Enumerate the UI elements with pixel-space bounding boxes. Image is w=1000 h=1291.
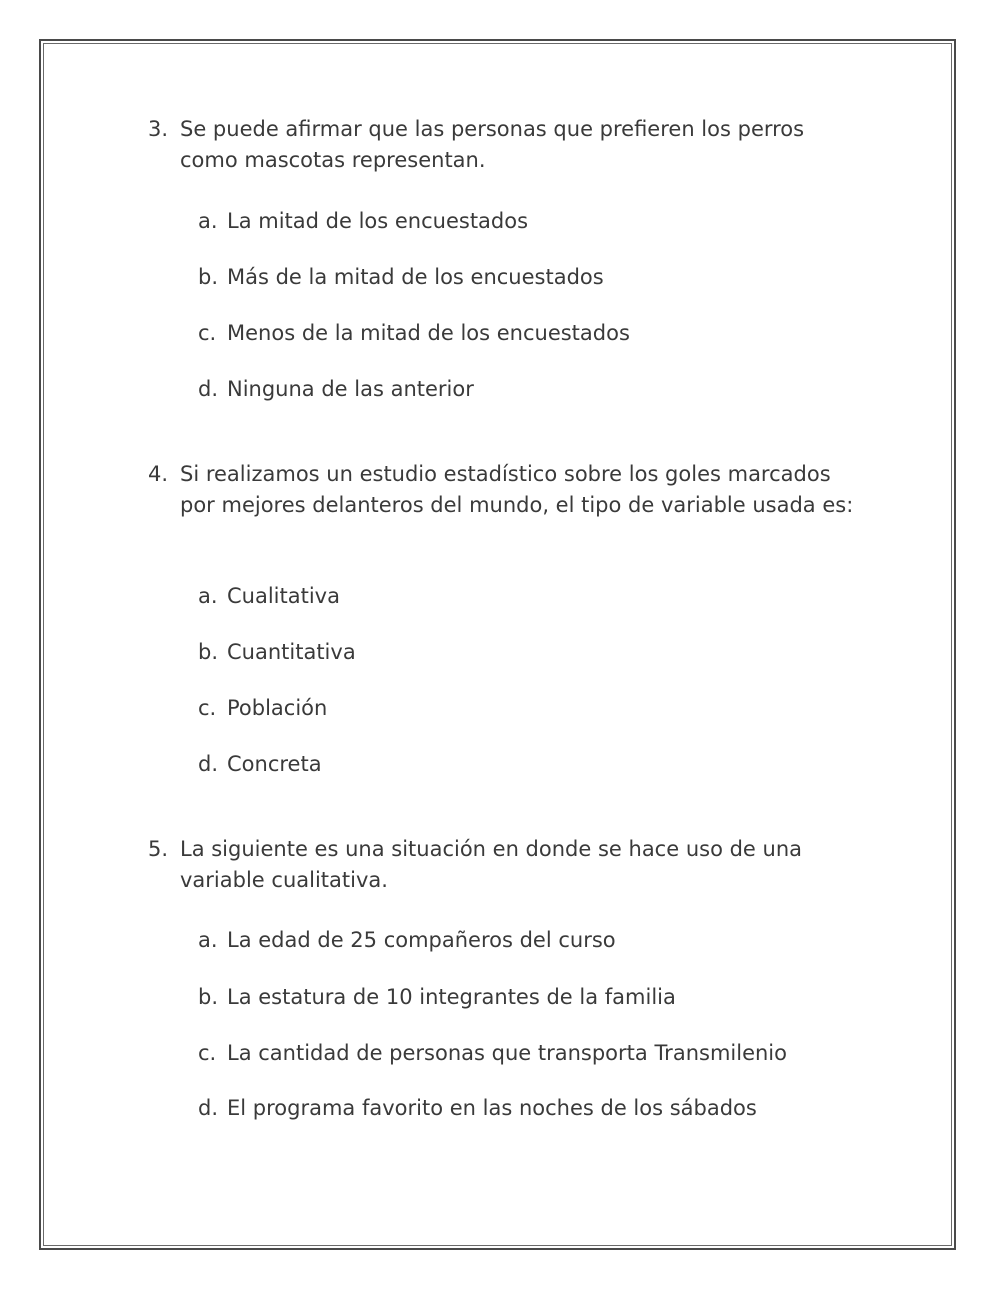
question-3: [148, 114, 863, 176]
option-4c[interactable]: [198, 694, 327, 722]
option-text: La estatura de 10 integrantes de la familia: [227, 985, 676, 1009]
option-letter: b.: [198, 985, 219, 1009]
question-text: Se puede afirmar que las personas que prefieren los perros como mascotas representan.: [180, 117, 805, 172]
option-letter: d.: [198, 377, 219, 401]
option-3c[interactable]: [198, 319, 630, 347]
option-text: Cuantitativa: [227, 640, 356, 664]
option-3b[interactable]: [198, 263, 604, 291]
option-letter: a.: [198, 928, 218, 952]
option-letter: b.: [198, 640, 219, 664]
option-5c[interactable]: [198, 1039, 787, 1067]
question-number: 3.: [148, 117, 169, 141]
option-text: Menos de la mitad de los encuestados: [227, 321, 630, 345]
option-letter: b.: [198, 265, 219, 289]
option-letter: a.: [198, 209, 218, 233]
option-text: El programa favorito en las noches de los sábados: [227, 1096, 757, 1120]
question-text: Si realizamos un estudio estadístico sobre los goles marcados por mejores delanteros del mundo, el tipo de variable usada es:: [180, 462, 854, 517]
option-text: La mitad de los encuestados: [227, 209, 529, 233]
option-text: Concreta: [227, 752, 322, 776]
question-number: 4.: [148, 462, 169, 486]
question-4: [148, 459, 863, 521]
option-letter: a.: [198, 584, 218, 608]
option-4d[interactable]: [198, 750, 322, 778]
option-5a[interactable]: [198, 926, 616, 954]
option-text: Ninguna de las anterior: [227, 377, 474, 401]
option-letter: d.: [198, 1096, 219, 1120]
option-text: Cualitativa: [227, 584, 340, 608]
option-letter: d.: [198, 752, 219, 776]
option-letter: c.: [198, 1041, 217, 1065]
option-text: La cantidad de personas que transporta Transmilenio: [227, 1041, 787, 1065]
option-text: Más de la mitad de los encuestados: [227, 265, 604, 289]
option-text: La edad de 25 compañeros del curso: [227, 928, 616, 952]
option-text: Población: [227, 696, 328, 720]
option-5d[interactable]: [198, 1094, 757, 1122]
option-letter: c.: [198, 321, 217, 345]
option-3a[interactable]: [198, 207, 528, 235]
option-3d[interactable]: [198, 375, 474, 403]
question-number: 5.: [148, 837, 169, 861]
option-4b[interactable]: [198, 638, 356, 666]
option-5b[interactable]: [198, 983, 676, 1011]
question-5: [148, 834, 863, 896]
option-4a[interactable]: [198, 582, 340, 610]
option-letter: c.: [198, 696, 217, 720]
question-text: La siguiente es una situación en donde se hace uso de una variable cualitativa.: [180, 837, 803, 892]
